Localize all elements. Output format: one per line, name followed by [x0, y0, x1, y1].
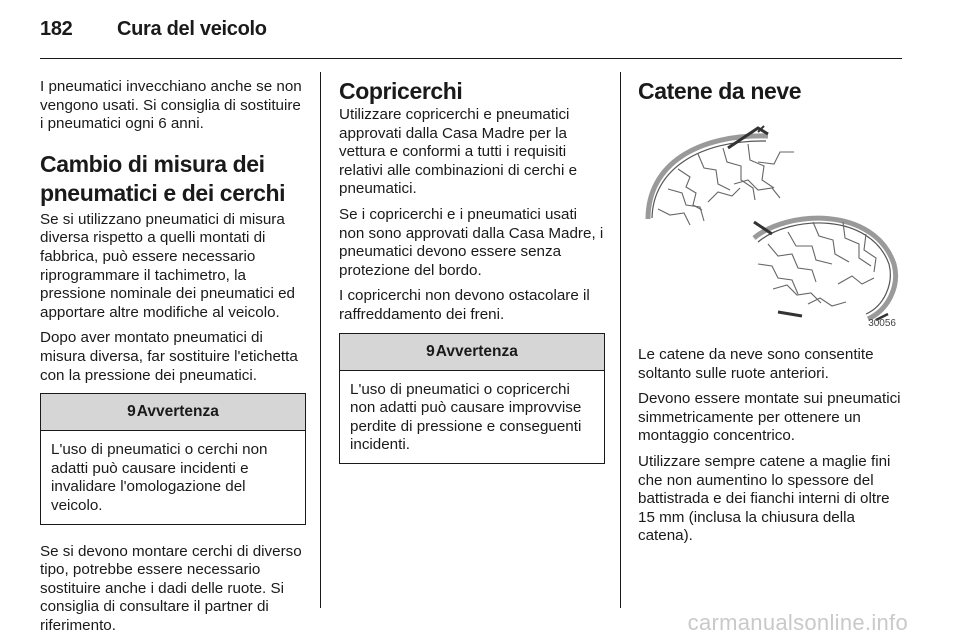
paragraph: Devono essere montate sui pneumatici simmetricamente per ottenere un montaggio concentrico. — [638, 390, 901, 445]
paragraph: Utilizzare sempre catene a maglie fini che non aumentino lo spessore del battistrada e dei fianchi interni di oltre 15 mm (inclusa la chiusura della catena). — [638, 452, 891, 545]
warning-text: L'uso di pneumatici o cerchi non adatti può causare incidenti e invalidare l'omologazione del veicolo. — [51, 441, 268, 514]
paragraph: Se i copricerchi e i pneumatici usati non sono approvati dalla Casa Madre, i pneumatici devono essere senza protezione del bordo. — [339, 205, 604, 279]
intro-paragraph: I pneumatici invecchiano anche se non vengono usati. Si consiglia di sostituire i pneumatici ogni 6 anni. — [40, 78, 302, 133]
watermark: carmanualsonline.info — [687, 610, 908, 635]
snow-chains-drawing — [638, 114, 904, 330]
warning-box — [40, 393, 306, 524]
warning-header — [41, 394, 305, 431]
warning-header — [340, 334, 604, 371]
figure-code: 30056 — [868, 318, 896, 329]
page-number: 182 — [40, 18, 73, 40]
page-title: Cura del veicolo — [117, 18, 267, 40]
column-divider-2 — [620, 72, 621, 608]
warning-text: L'uso di pneumatici o copricerchi non adatti può causare improvvise perdite di pressione e conseguenti incidenti. — [350, 380, 582, 454]
warning-title: Avvertenza — [136, 403, 219, 421]
warning-box — [339, 333, 605, 464]
paragraph: Se si utilizzano pneumatici di misura diversa rispetto a quelli montati di fabbrica, può essere necessario riprogrammare il tachimetro, la pressione nominale dei pneumatici ed apportare altre modifiche al veicolo. — [40, 210, 295, 321]
warning-title: Avvertenza — [435, 342, 518, 360]
header-divider — [40, 58, 902, 59]
column-divider-1 — [320, 72, 321, 608]
section-heading-tyre-size: Cambio di misura dei pneumatici e dei cerchi — [40, 150, 286, 206]
column-3 — [638, 78, 904, 553]
warning-icon: 9 — [426, 342, 435, 360]
column-1 — [40, 78, 306, 642]
paragraph: Le catene da neve sono consentite soltanto sulle ruote anteriori. — [638, 346, 874, 382]
snow-chains-illustration — [638, 114, 904, 330]
paragraph: Se si devono montare cerchi di diverso tipo, potrebbe essere necessario sostituire anche i dadi delle ruote. Si consiglia di consultare il partner di riferimento. — [40, 542, 302, 634]
section-heading-wheel-covers: Copricerchi — [339, 78, 463, 104]
paragraph: I copricerchi non devono ostacolare il raffreddamento dei freni. — [339, 287, 590, 323]
section-heading-snow-chains: Catene da neve — [638, 78, 802, 104]
column-2 — [339, 78, 605, 482]
paragraph: Dopo aver montato pneumatici di misura diversa, far sostituire l'etichetta con la pressione dei pneumatici. — [40, 329, 298, 384]
paragraph: Utilizzare copricerchi e pneumatici approvati dalla Casa Madre per la vettura e conformi a tutti i requisiti relativi alle combinazioni di cerchi e pneumatici. — [339, 106, 578, 198]
warning-icon: 9 — [127, 403, 136, 421]
